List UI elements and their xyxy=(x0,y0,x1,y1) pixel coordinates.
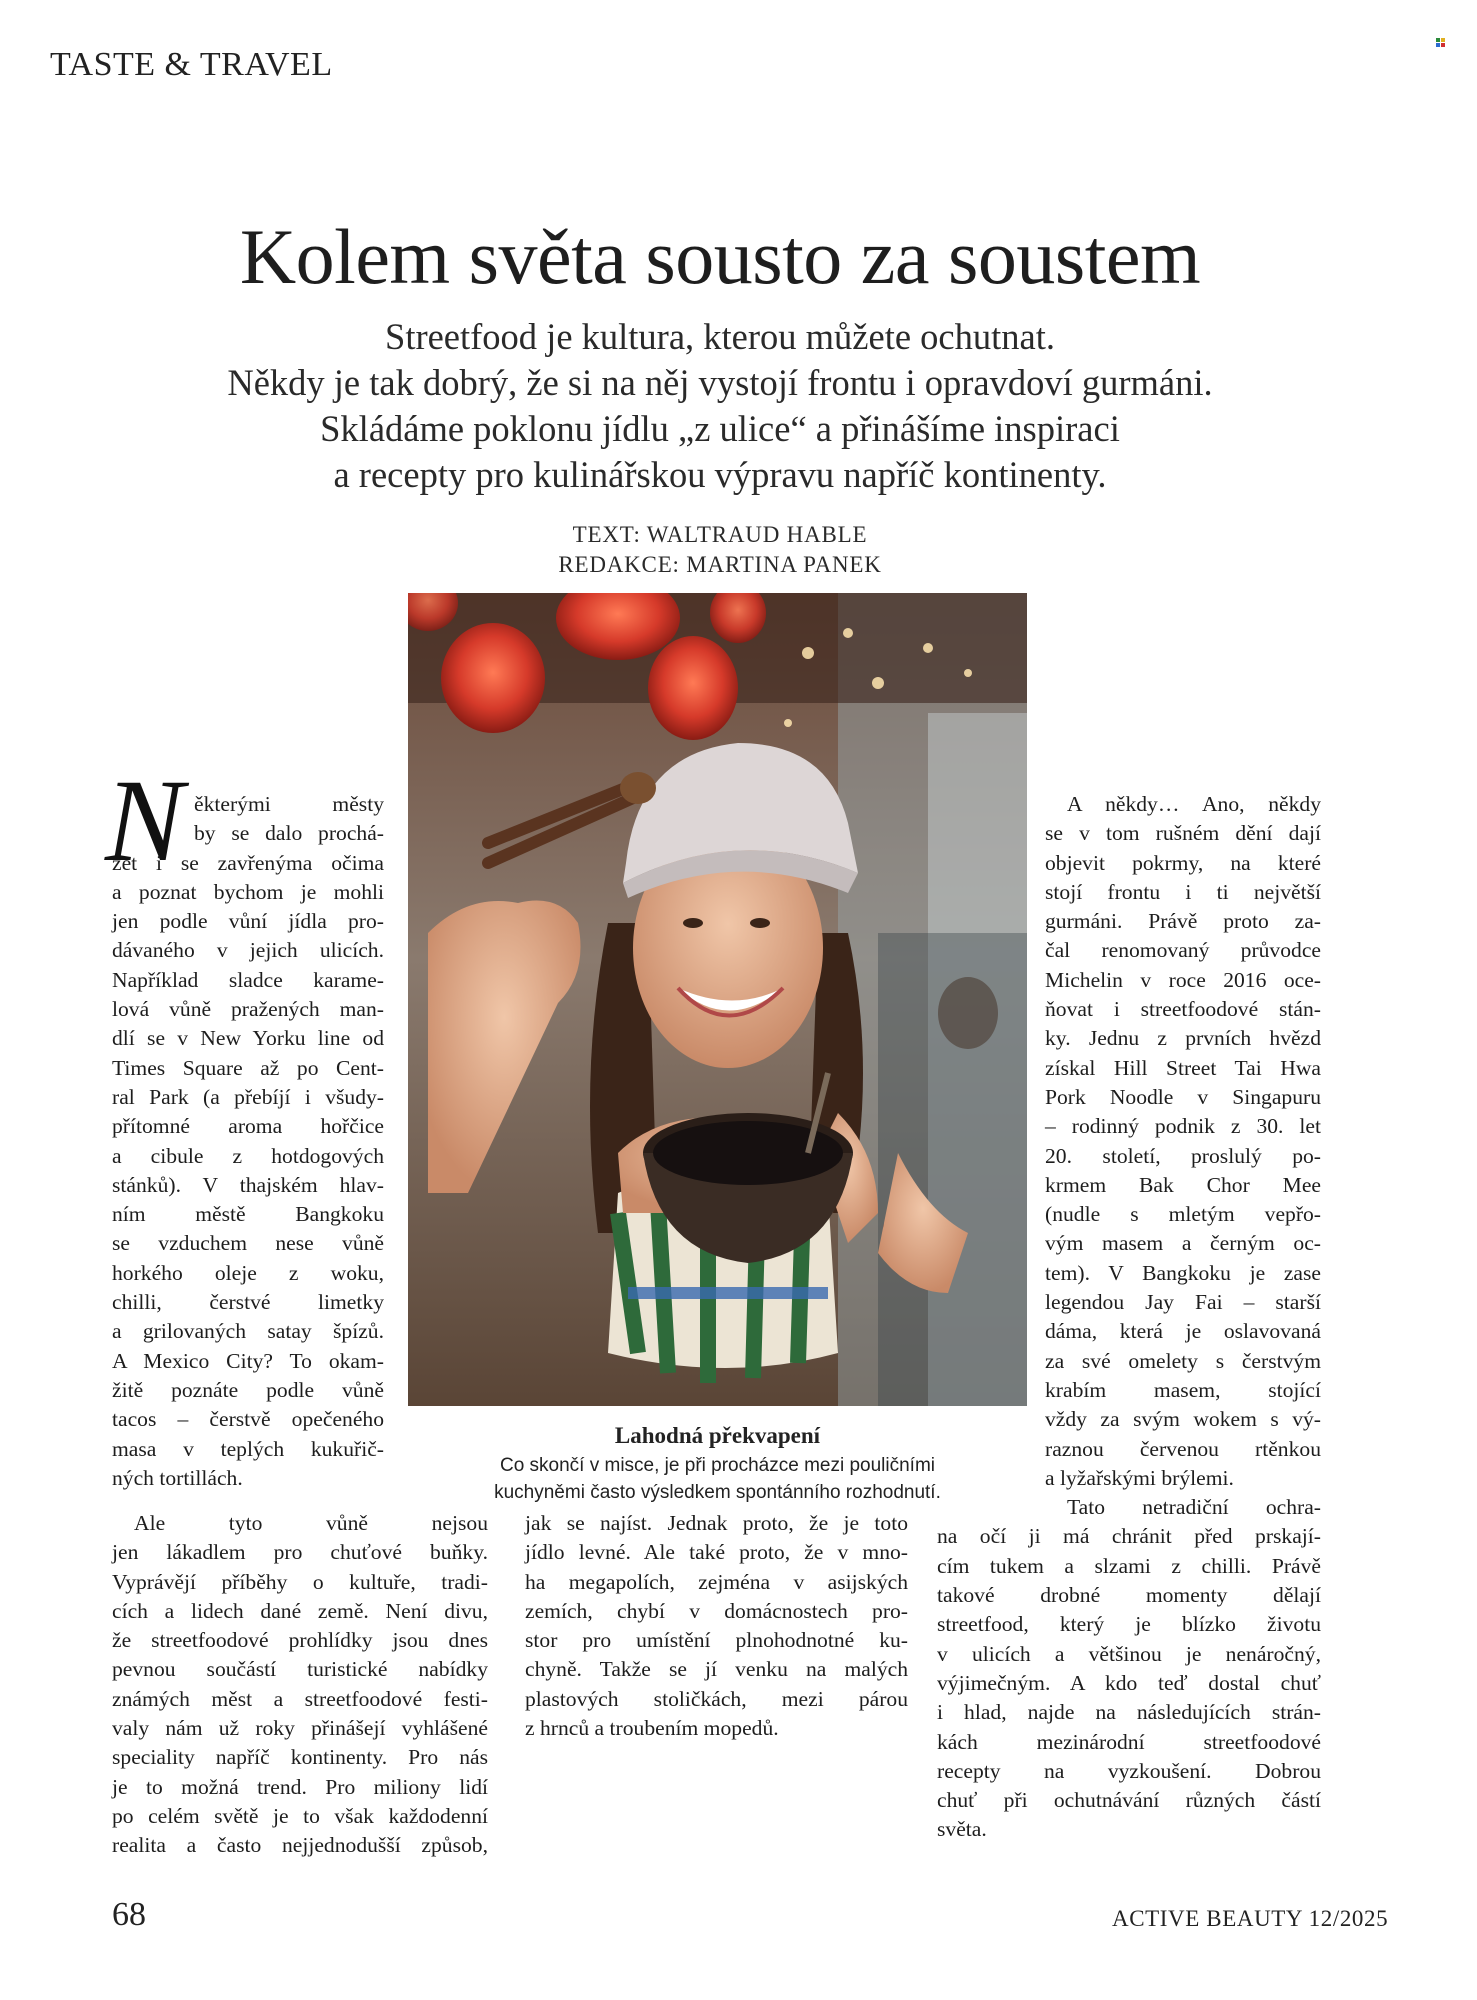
text-line: zet i se zavřenýma očima xyxy=(112,850,384,875)
text-line: žitě poznáte podle vůně xyxy=(112,1377,384,1402)
text-line: stánků). V thajském hlav- xyxy=(112,1172,384,1197)
text-line: raznou červenou rtěnkou xyxy=(1045,1436,1321,1461)
article-title: Kolem světa sousto za soustem xyxy=(239,213,1201,300)
subtitle-line: Streetfood je kultura, kterou můžete ochutnat. xyxy=(385,316,1055,357)
text-line: jen podle vůní jídla pro- xyxy=(112,909,384,934)
text-line: realita a často nejjednodušší způsob, xyxy=(112,1833,488,1858)
article-photo xyxy=(408,593,1027,1406)
text-line: Times Square až po Cent- xyxy=(112,1055,384,1080)
text-line: – rodinný podnik z 30. let xyxy=(1045,1114,1321,1139)
caption-line: Co skončí v misce, je při procházce mezi pouličními xyxy=(499,1455,936,1476)
article-subtitle xyxy=(0,314,1440,498)
text-line: plastových stoličkách, mezi párou xyxy=(525,1686,908,1711)
text-line: valy nám už roky přinášejí vyhlášené xyxy=(112,1716,488,1741)
text-line: streetfood, který je blízko životu xyxy=(937,1612,1321,1637)
text-line: na očí ji má chránit před prskají- xyxy=(937,1524,1321,1549)
text-line: krabím masem, stojící xyxy=(1045,1377,1321,1402)
credits xyxy=(0,520,1440,580)
text-line: ním městě Bangkoku xyxy=(112,1202,384,1227)
photo-caption xyxy=(408,1420,1027,1506)
text-line: recepty na vyzkoušení. Dobrou xyxy=(937,1758,1321,1783)
text-line: chuť při ochutnávání různých částí xyxy=(937,1788,1321,1813)
text-line: objevit pokrmy, na které xyxy=(1045,850,1321,875)
text-line: zemích, chybí v domácnostech pro- xyxy=(525,1598,908,1623)
text-line: ky. Jednu z prvních hvězd xyxy=(1045,1026,1321,1051)
caption-title: Lahodná překvapení xyxy=(614,1423,821,1448)
text-line: výjimečným. A kdo teď dostal chuť xyxy=(937,1670,1321,1695)
text-line: horkého oleje z woku, xyxy=(112,1260,384,1285)
text-line: čal renomovaný průvodce xyxy=(1045,938,1321,963)
magazine-name: ACTIVE BEAUTY 12/2025 xyxy=(1112,1906,1389,1931)
drop-cap: N xyxy=(105,755,184,886)
text-line: jen lákadlem pro chuťové buňky. xyxy=(112,1540,488,1565)
text-line: dávaného v jejich ulicích. xyxy=(112,938,384,963)
credit-author: TEXT: WALTRAUD HABLE xyxy=(572,522,868,547)
text-line: ňovat i streetfoodové stán- xyxy=(1045,997,1321,1022)
column-middle xyxy=(525,1509,908,1743)
column-right xyxy=(937,790,1321,1845)
text-line: přítomné aroma hořčice xyxy=(112,1114,384,1139)
text-line: stor pro umístění plnohodnotné ku- xyxy=(525,1628,908,1653)
text-line: v ulicích a většinou je nenáročný, xyxy=(937,1641,1321,1666)
text-line: i hlad, najde na následujících strán- xyxy=(937,1700,1321,1725)
text-line: 20. století, proslulý po- xyxy=(1045,1143,1321,1168)
text-line: by se dalo prochá- xyxy=(194,821,384,846)
text-line: jídlo levné. Ale také proto, že v mno- xyxy=(525,1540,908,1565)
text-line: že streetfoodové prohlídky jsou dnes xyxy=(112,1628,488,1653)
subtitle-line: a recepty pro kulinářskou výpravu napříč kontinenty. xyxy=(333,454,1107,495)
text-line: získal Hill Street Tai Hwa xyxy=(1045,1055,1321,1080)
text-line: pevnou součástí turistické nabídky xyxy=(112,1657,488,1682)
section-label: TASTE & TRAVEL xyxy=(50,46,333,83)
text-line: je to možná trend. Pro miliony lidí xyxy=(112,1774,488,1799)
text-line: A Mexico City? To okam- xyxy=(112,1348,384,1373)
text-line: Michelin v roce 2016 oce- xyxy=(1045,967,1321,992)
text-line: známých měst a streetfoodové festi- xyxy=(112,1686,488,1711)
text-line: Vyprávějí příběhy o kultuře, tradi- xyxy=(112,1569,488,1594)
subtitle-line: Někdy je tak dobrý, že si na něj vystojí frontu i opravdoví gurmáni. xyxy=(227,362,1213,403)
text-line: (nudle s mletým vepřo- xyxy=(1045,1202,1321,1227)
text-line: ných tortillách. xyxy=(112,1465,243,1490)
column-left-bottom xyxy=(112,1509,488,1861)
text-line: tacos – čerstvě opečeného xyxy=(112,1407,384,1432)
text-line: gurmáni. Právě proto za- xyxy=(1045,909,1321,934)
text-line: za své omelety s čerstvým xyxy=(1045,1348,1321,1373)
text-line: a cibule z hotdogových xyxy=(112,1143,384,1168)
text-line: Ale tyto vůně nejsou xyxy=(134,1511,488,1535)
text-line: Tato netradiční ochra- xyxy=(1067,1495,1321,1520)
text-line: chilli, čerstvé limetky xyxy=(112,1290,384,1315)
text-line: tem). V Bangkoku je zase xyxy=(1045,1260,1321,1285)
text-line: legendou Jay Fai – starší xyxy=(1045,1290,1321,1315)
text-line: světa. xyxy=(937,1817,987,1842)
text-line: z hrnců a troubením mopedů. xyxy=(525,1716,779,1741)
text-line: a lyžařskými brýlemi. xyxy=(1045,1465,1234,1490)
text-line: stojí frontu i ti největší xyxy=(1045,879,1321,904)
text-line: cích a lidech dané země. Není divu, xyxy=(112,1598,488,1623)
text-line: a poznat bychom je mohli xyxy=(112,879,384,904)
text-line: Pork Noodle v Singapuru xyxy=(1045,1084,1321,1109)
text-line: se v tom rušném dění dají xyxy=(1045,821,1321,846)
text-line: dlí se v New Yorku line od xyxy=(112,1026,384,1051)
subtitle-line: Skládáme poklonu jídlu „z ulice“ a přinášíme inspiraci xyxy=(320,408,1120,449)
page-number: 68 xyxy=(112,1896,146,1933)
text-line: lová vůně pražených man- xyxy=(112,997,384,1022)
text-line: kách mezinárodní streetfoodové xyxy=(937,1729,1321,1754)
text-line: jak se najíst. Jednak proto, že je toto xyxy=(525,1511,908,1535)
credit-editor: REDAKCE: MARTINA PANEK xyxy=(558,552,882,577)
text-line: po celém světě je to však každodenní xyxy=(112,1803,488,1828)
text-line: cím tukem a slzami z chilli. Právě xyxy=(937,1553,1321,1578)
text-line: a grilovaných satay špízů. xyxy=(112,1319,384,1344)
text-line: takové drobné momenty dělají xyxy=(937,1583,1321,1608)
corner-color-mark xyxy=(1436,38,1446,48)
text-line: ral Park (a přebíjí i všudy- xyxy=(112,1084,384,1109)
text-line: ha megapolích, zejména v asijských xyxy=(525,1569,908,1594)
text-line: dáma, která je oslavovaná xyxy=(1045,1319,1321,1344)
text-line: ěkterými městy xyxy=(194,792,384,816)
text-line: speciality napříč kontinenty. Pro nás xyxy=(112,1745,488,1770)
text-line: vždy za svým wokem s vý- xyxy=(1045,1407,1321,1432)
text-line: se vzduchem nese vůně xyxy=(112,1231,384,1256)
text-line: vým masem a černým oc- xyxy=(1045,1231,1321,1256)
text-line: masa v teplých kukuřič- xyxy=(112,1436,384,1461)
text-line: krmem Bak Chor Mee xyxy=(1045,1172,1321,1197)
caption-line: kuchyněmi často výsledkem spontánního rozhodnutí. xyxy=(494,1482,941,1503)
text-line: chyně. Takže se jí venku na malých xyxy=(525,1657,908,1682)
column-left-top xyxy=(112,790,384,1493)
text-line: A někdy… Ano, někdy xyxy=(1067,792,1321,816)
text-line: Například sladce karame- xyxy=(112,967,384,992)
